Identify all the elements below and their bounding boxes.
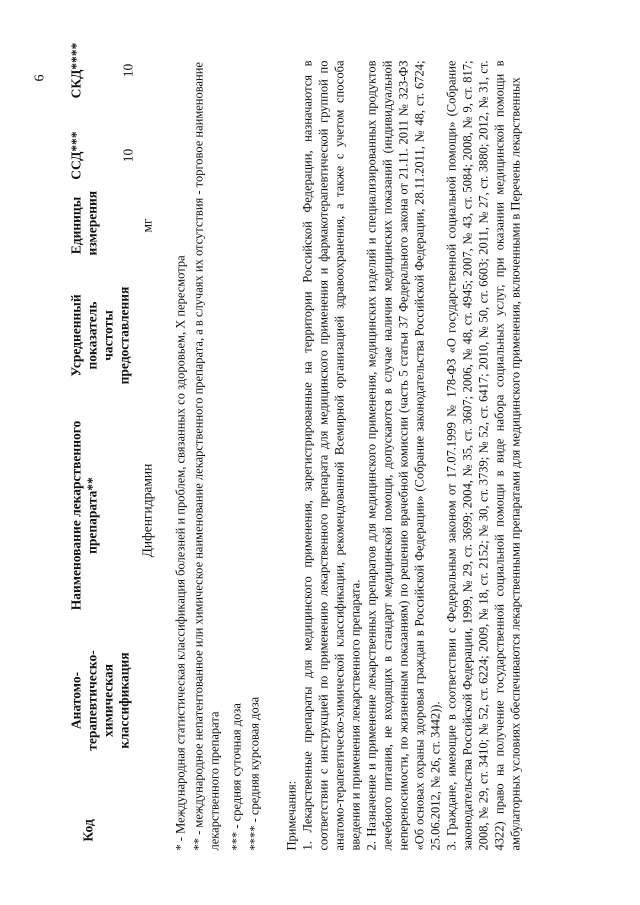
cell-drug-name: Дифенгидрамин [139,463,154,557]
header-atc: Анатомо-терапевтическо-химическая классификация [68,649,131,751]
footnote-1: * - Международная статистическая классификация болезней и проблем, связанных со здоровьем, X пересмотра [173,254,187,850]
header-skd: СКД**** [68,42,83,98]
footnote-4: **** - средняя курсовая доза [247,696,261,850]
cell-ssd: 10 [120,148,135,162]
footnote-2: ** - международное непатентованное или химическое наименование лекарственного препарата, а в случаях их отсутствия - торговое наименование лекарственного препарата [191,61,221,850]
note-1: 1. Лекарственные препараты для медицинского применения, зарегистрированные на территории Российской Федерации, назначаются в соответствии с инструкцией по применению лекарственного препарата для медицинского применения и фармакотерапевтической группой по анатомо-терапевтическо-химической классификации, рекомендованной Всемирной организацией здравоохранения, а также с учетом способа введения и применения лекарственного препарата. [300,60,362,850]
header-frequency: Усредненный показатель частоты предоставления [68,286,131,384]
cell-unit: мг [139,217,154,233]
notes-title: Примечания: [284,780,298,850]
header-ssd: ССД*** [68,130,83,180]
cell-skd: 10 [120,63,135,77]
header-drug-name: Наименование лекарственного препарата** [68,420,99,610]
note-2: 2. Назначение и применение лекарственных препаратов для медицинского применения, медицинских изделий и специализированных продуктов лечебного питания, не входящих в стандарт медицинской помощи, допускаются в случае наличия медицинских показаний (индивидуальной непереносимости, по жизненным показаниям) по решению врачебной комиссии (часть 5 статьи 37 Федерального закона от 21.11. 2011 № 323-ФЗ «Об основах охраны здоровья граждан в Российской Федерации» (Собрание законодательства Российской Федерации, 28.11.2011, № 48, ст. 6724; 25.06.2012, № 26, ст. 3442)). [364,60,442,850]
page-number: 6 [32,74,47,81]
footnote-3: *** - средняя суточная доза [229,702,243,850]
header-code: Код [80,818,95,842]
notes-section [283,60,523,850]
header-unit: Единицы измерения [68,190,99,255]
note-3: 3. Граждане, имеющие в соответствии с Федеральным законом от 17.07.1999 № 178-ФЗ «О государственной социальной помощи» (Собрание законодательства Российской Федерации, 1999, № 29, ст. 3699; 2004, № 35, ст. 3607; 2006, № 48, ст. 4945; 2007, № 43, ст. 5084; 2008, № 9, ст. 817; 2008, № 29, ст. 3410; № 52, ст. 6224; 2009, № 18, ст. 2152; № 30, ст. 3739; № 52, ст. 6417; 2010, № 50, ст. 6603; 2011, № 27, ст. 3880; 2012, № 31, ст. 4322) право на получение государственной социальной помощи в виде набора социальных услуг, при оказании медицинской помощи в амбулаторных условиях обеспечиваются лекарственными препаратами для медицинского применения, включенными в Перечень лекарственных [444,60,522,850]
